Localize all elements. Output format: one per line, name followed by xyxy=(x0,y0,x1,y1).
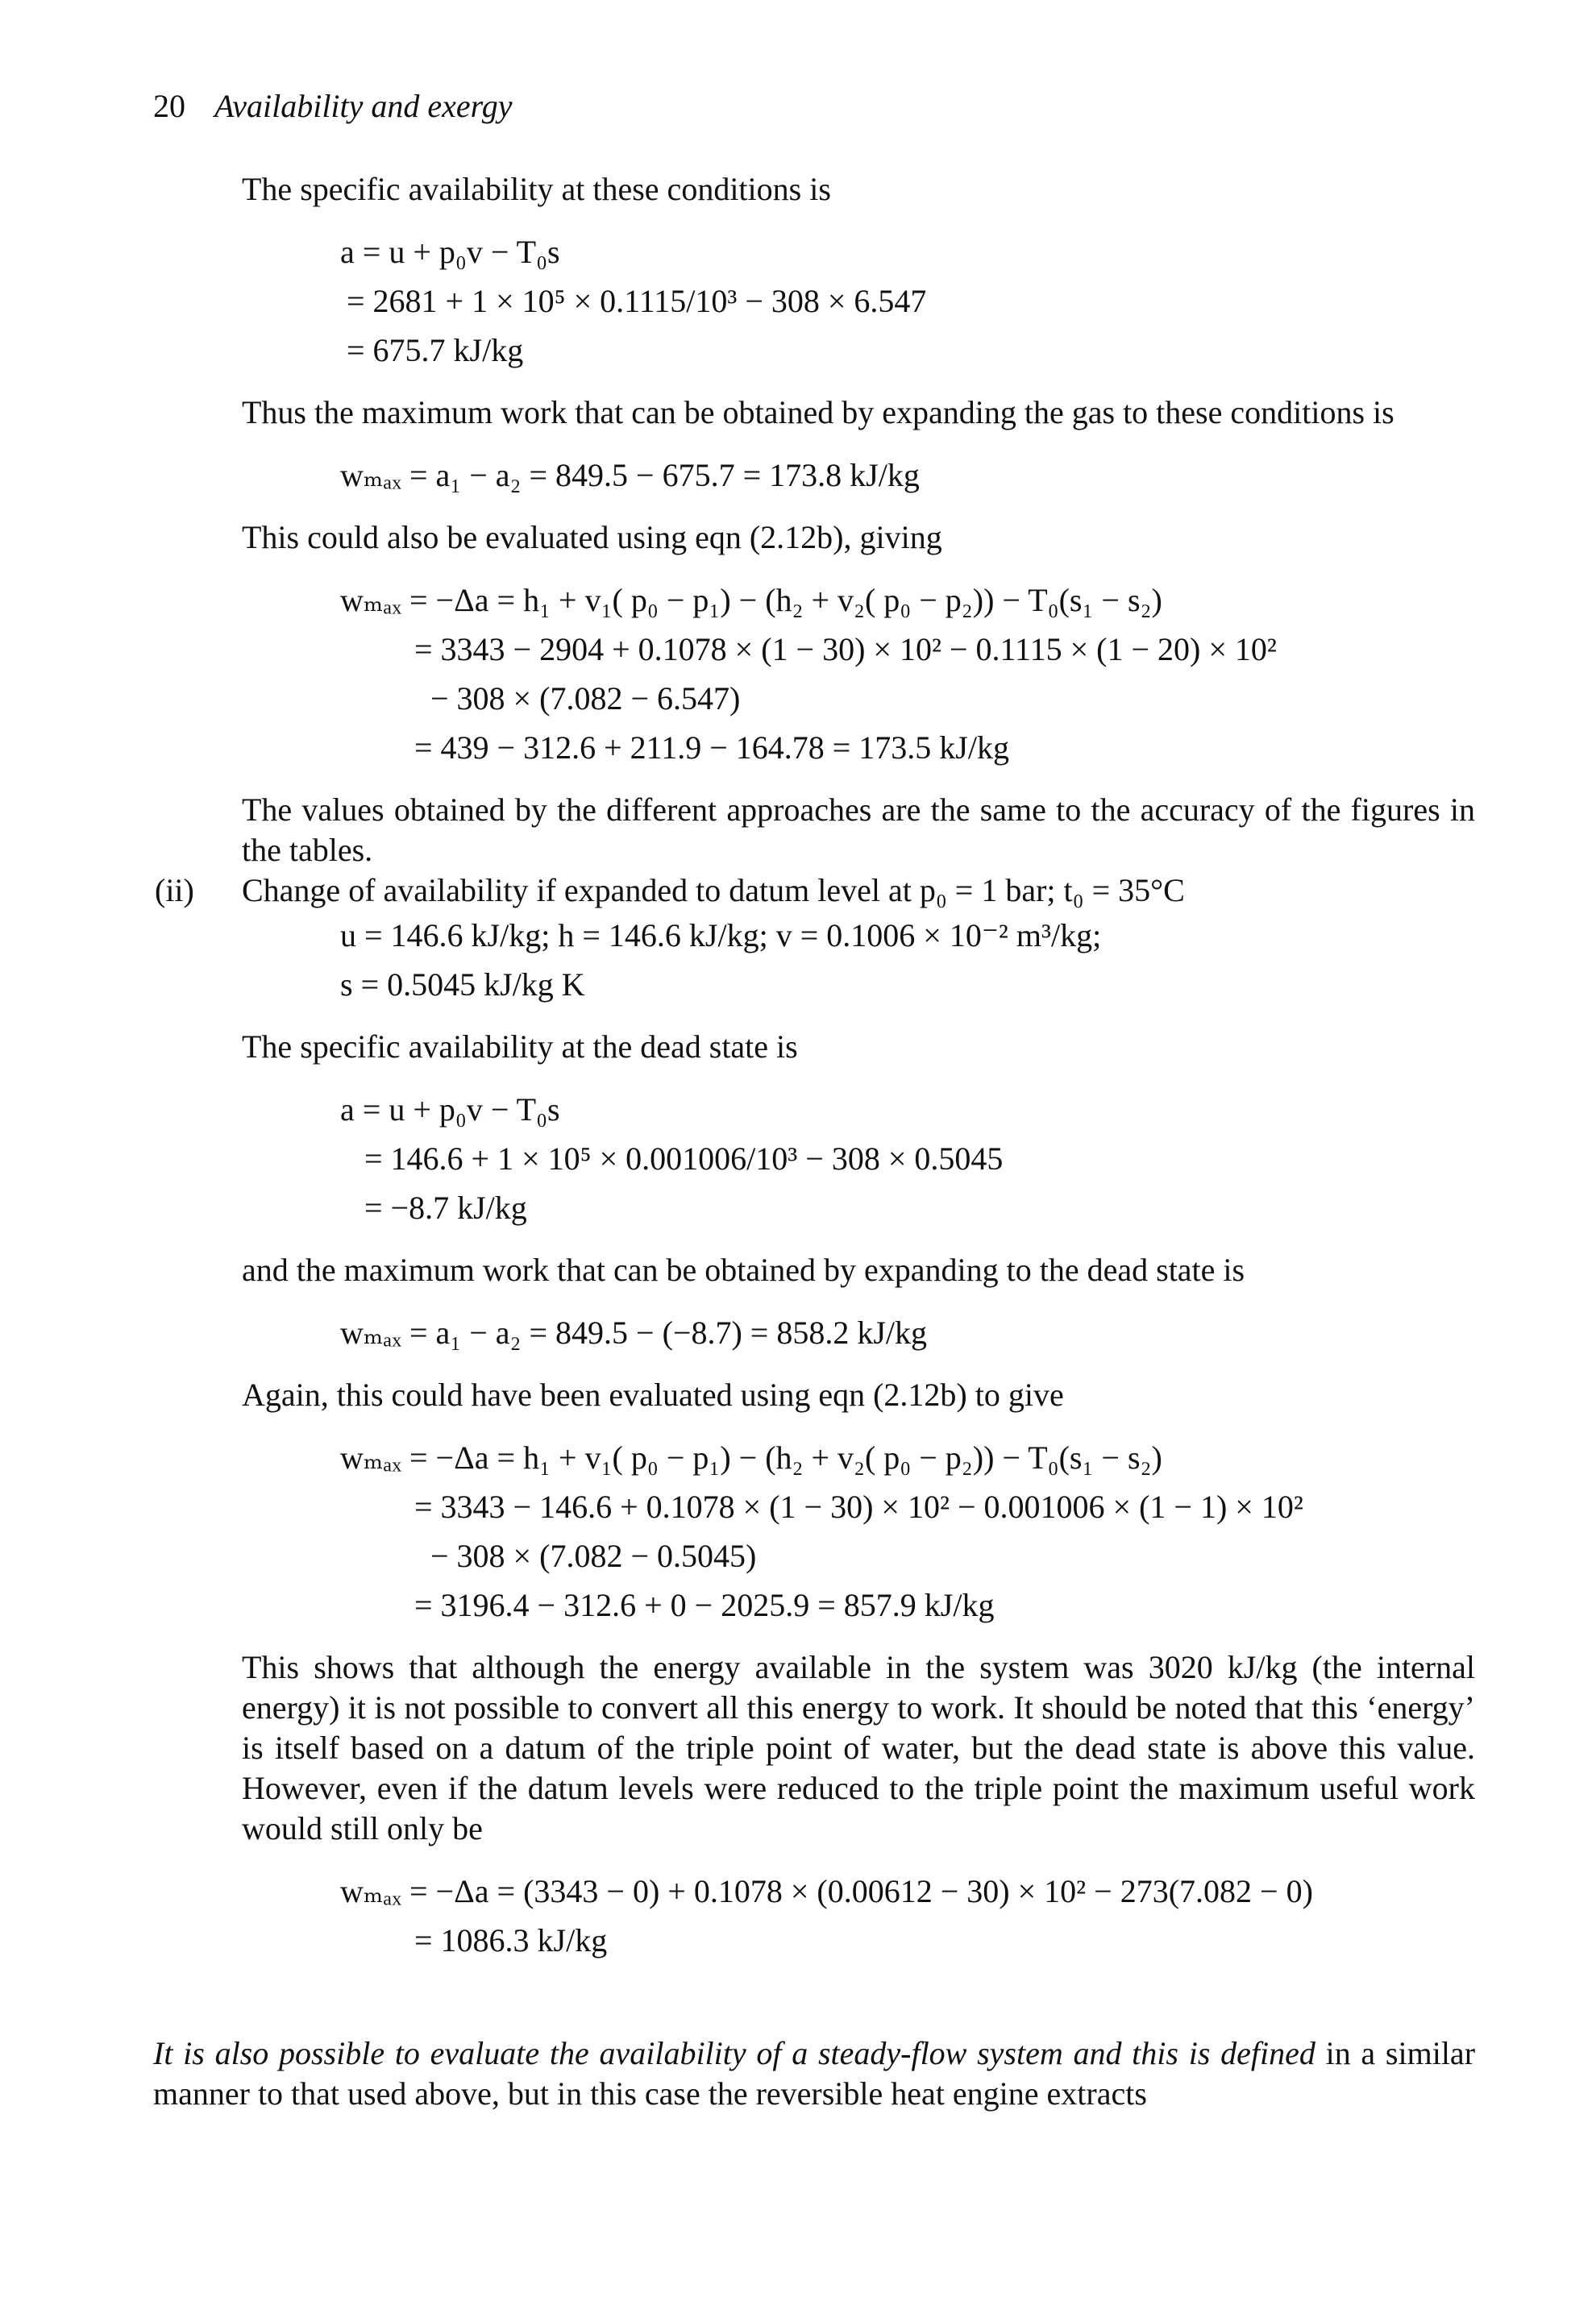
main-text xyxy=(155,169,1475,1965)
running-header xyxy=(153,87,513,125)
paragraph-8: This shows that although the energy available in the system was 3020 kJ/kg (the internal energy) it is not possible to convert all this energy to work. It should be noted that this ‘energy’ is itself based on a datum of the triple point of water, but the dead state is above this value. However, even if the datum levels were reduced to the triple point the maximum useful work would still only be xyxy=(242,1649,1475,1846)
equation-line: = 3343 − 2904 + 0.1078 × (1 − 30) × 10² − 0.1115 × (1 − 20) × 10² xyxy=(414,631,1277,667)
item-label: (ii) xyxy=(155,872,194,908)
equation-line: = 439 − 312.6 + 211.9 − 164.78 = 173.5 kJ/kg xyxy=(414,729,1009,766)
equation-block-5 xyxy=(340,1085,1475,1232)
list-item-ii xyxy=(155,870,1475,911)
equation-block-2 xyxy=(340,451,1475,500)
item-text: Change of availability if expanded to datum level at p₀ = 1 bar; t₀ = 35°C xyxy=(242,872,1185,908)
equation-line: u = 146.6 kJ/kg; h = 146.6 kJ/kg; v = 0.1006 × 10⁻² m³/kg; xyxy=(340,917,1102,953)
equation-line: = 2681 + 1 × 10⁵ × 0.1115/10³ − 308 × 6.547 xyxy=(347,283,927,319)
paragraph-7: Again, this could have been evaluated using eqn (2.12b) to give xyxy=(242,1377,1064,1413)
equation-line: = 675.7 kJ/kg xyxy=(347,332,524,368)
equation-line: = 3343 − 146.6 + 0.1078 × (1 − 30) × 10² − 0.001006 × (1 − 1) × 10² xyxy=(414,1489,1303,1525)
equation-block-1 xyxy=(340,227,1475,375)
equation-line: − 308 × (7.082 − 6.547) xyxy=(430,680,741,717)
closing-italic-text: It is also possible to evaluate the availability of a steady-flow system and this is defined xyxy=(153,2035,1315,2071)
paragraph-4: The values obtained by the different approaches are the same to the accuracy of the figures in the tables. xyxy=(242,791,1475,868)
page-number: 20 xyxy=(153,88,185,124)
closing-text: in a similar manner to that used above, but in this case the reversible heat engine extracts xyxy=(153,2035,1476,2112)
equation-line: wₘₐₓ = −Δa = h₁ + v₁( p₀ − p₁) − (h₂ + v₂( p₀ − p₂)) − T₀(s₁ − s₂) xyxy=(340,1439,1162,1476)
equation-block-7 xyxy=(340,1433,1475,1630)
paragraph-5: The specific availability at the dead state is xyxy=(242,1028,798,1065)
equation-line: a = u + p₀v − T₀s xyxy=(340,234,560,270)
paragraph-6: and the maximum work that can be obtained by expanding to the dead state is xyxy=(242,1252,1245,1288)
running-title: Availability and exergy xyxy=(214,88,513,124)
equation-line: = −8.7 kJ/kg xyxy=(364,1190,527,1226)
equation-line: = 3196.4 − 312.6 + 0 − 2025.9 = 857.9 kJ/kg xyxy=(414,1587,995,1623)
equation-line: wₘₐₓ = −Δa = (3343 − 0) + 0.1078 × (0.00612 − 30) × 10² − 273(7.082 − 0) xyxy=(340,1873,1313,1909)
equation-line: wₘₐₓ = −Δa = h₁ + v₁( p₀ − p₁) − (h₂ + v₂( p₀ − p₂)) − T₀(s₁ − s₂) xyxy=(340,582,1162,618)
equation-block-4 xyxy=(340,911,1475,1009)
equation-line: a = u + p₀v − T₀s xyxy=(340,1091,560,1128)
paragraph-2: Thus the maximum work that can be obtained by expanding the gas to these conditions is xyxy=(242,394,1394,430)
equation-line: wₘₐₓ = a₁ − a₂ = 849.5 − (−8.7) = 858.2 kJ/kg xyxy=(340,1315,928,1351)
equation-line: = 146.6 + 1 × 10⁵ × 0.001006/10³ − 308 × 0.5045 xyxy=(364,1140,1004,1177)
equation-block-6 xyxy=(340,1308,1475,1357)
equation-line: = 1086.3 kJ/kg xyxy=(414,1922,608,1958)
paragraph-1: The specific availability at these conditions is xyxy=(242,171,831,207)
closing-paragraph xyxy=(153,2033,1475,2114)
equation-block-8 xyxy=(340,1867,1475,1965)
equation-block-3 xyxy=(340,575,1475,772)
equation-line: s = 0.5045 kJ/kg K xyxy=(340,966,585,1003)
equation-line: − 308 × (7.082 − 0.5045) xyxy=(430,1538,757,1574)
equation-line: wₘₐₓ = a₁ − a₂ = 849.5 − 675.7 = 173.8 kJ/kg xyxy=(340,457,920,493)
paragraph-3: This could also be evaluated using eqn (2.12b), giving xyxy=(242,519,942,555)
